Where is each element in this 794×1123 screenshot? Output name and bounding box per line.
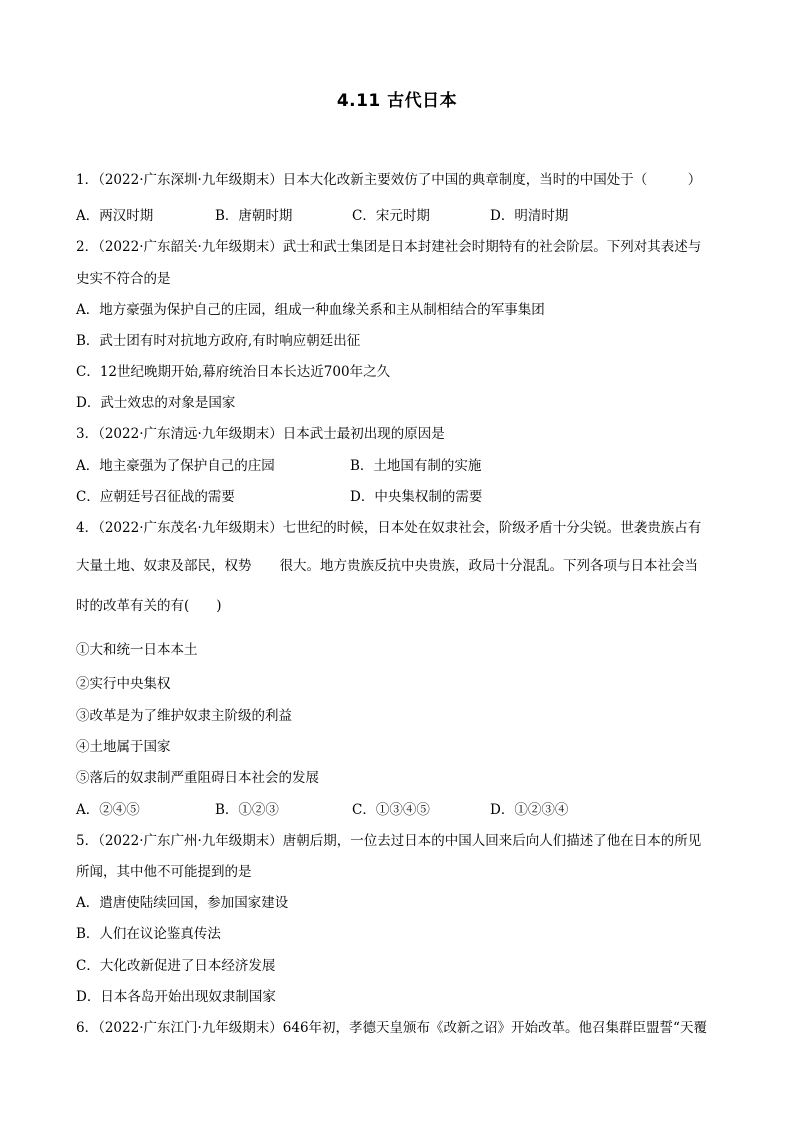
question-1-stem: 1．（2022·广东深圳·九年级期末）日本大化改新主要效仿了中国的典章制度，当时的中国处于（ ）	[76, 172, 702, 188]
question-1-option-d: D．明清时期	[490, 208, 569, 224]
question-3-option-c: C．应朝廷号召征战的需要	[76, 489, 235, 505]
question-4-item-2: ②实行中央集权	[76, 676, 171, 692]
question-2-stem-line-2: 史实不符合的是	[76, 271, 171, 287]
question-5-option-b: B．人们在议论鉴真传法	[76, 926, 221, 942]
question-6-stem-line-1: 6．（2022·广东江门·九年级期末）646年初，孝德天皇颁布《改新之诏》开始改革。他召集群臣盟誓“天覆	[76, 1020, 707, 1036]
question-4-option-d: D．①②③④	[490, 802, 569, 818]
question-3-option-a: A．地主豪强为了保护自己的庄园	[76, 458, 275, 474]
question-5-option-c: C．大化改新促进了日本经济发展	[76, 958, 276, 974]
question-4-option-c: C．①③④⑤	[352, 802, 430, 818]
question-2-stem-line-1: 2．（2022·广东韶关·九年级期末）武士和武士集团是日本封建社会时期特有的社会阶层。下列对其表述与	[76, 239, 702, 255]
question-5-option-d: D．日本各岛开始出现奴隶制国家	[76, 989, 276, 1005]
question-4-stem-line-2-part-b: 很大。地方贵族反抗中央贵族，政局十分混乱。下列各项与日本社会当	[279, 558, 698, 574]
question-3-option-b: B．土地国有制的实施	[350, 458, 482, 474]
question-3-stem: 3．（2022·广东清远·九年级期末）日本武士最初出现的原因是	[76, 426, 445, 442]
question-4-item-4: ④土地属于国家	[76, 739, 171, 755]
question-4-item-5: ⑤落后的奴隶制严重阻碍日本社会的发展	[76, 770, 319, 786]
question-4-item-3: ③改革是为了维护奴隶主阶级的利益	[76, 708, 292, 724]
question-4-option-a: A．②④⑤	[76, 802, 140, 818]
question-2-option-b: B．武士团有时对抗地方政府,有时响应朝廷出征	[76, 333, 361, 349]
question-3-option-d: D．中央集权制的需要	[350, 489, 483, 505]
question-4-stem-line-3: 时的改革有关的有( )	[76, 598, 222, 614]
question-5-stem-line-2: 所闻，其中他不可能提到的是	[76, 864, 252, 880]
question-5-option-a: A．遣唐使陆续回国，参加国家建设	[76, 895, 289, 911]
question-4-stem-line-2-part-a: 大量土地、奴隶及部民，权势	[76, 558, 252, 574]
question-1-option-c: C．宋元时期	[352, 208, 430, 224]
question-4-item-1: ①大和统一日本本土	[76, 642, 198, 658]
question-2-option-a: A．地方豪强为保护自己的庄园，组成一种血缘关系和主从制相结合的军事集团	[76, 302, 545, 318]
question-1-option-a: A．两汉时期	[76, 208, 154, 224]
question-2-option-c: C．12世纪晚期开始,幕府统治日本长达近700年之久	[76, 364, 391, 380]
question-4-stem-line-2	[76, 556, 698, 576]
question-4-option-b: B．①②③	[215, 802, 279, 818]
question-1-option-b: B．唐朝时期	[215, 208, 293, 224]
page-title: 4.11 古代日本	[336, 91, 458, 111]
question-2-option-d: D．武士效忠的对象是国家	[76, 395, 236, 411]
question-4-stem-line-1: 4．（2022·广东茂名·九年级期末）七世纪的时候，日本处在奴隶社会，阶级矛盾十分尖锐。世袭贵族占有	[76, 520, 702, 536]
question-5-stem-line-1: 5．（2022·广东广州·九年级期末）唐朝后期，一位去过日本的中国人回来后向人们描述了他在日本的所见	[76, 833, 702, 849]
